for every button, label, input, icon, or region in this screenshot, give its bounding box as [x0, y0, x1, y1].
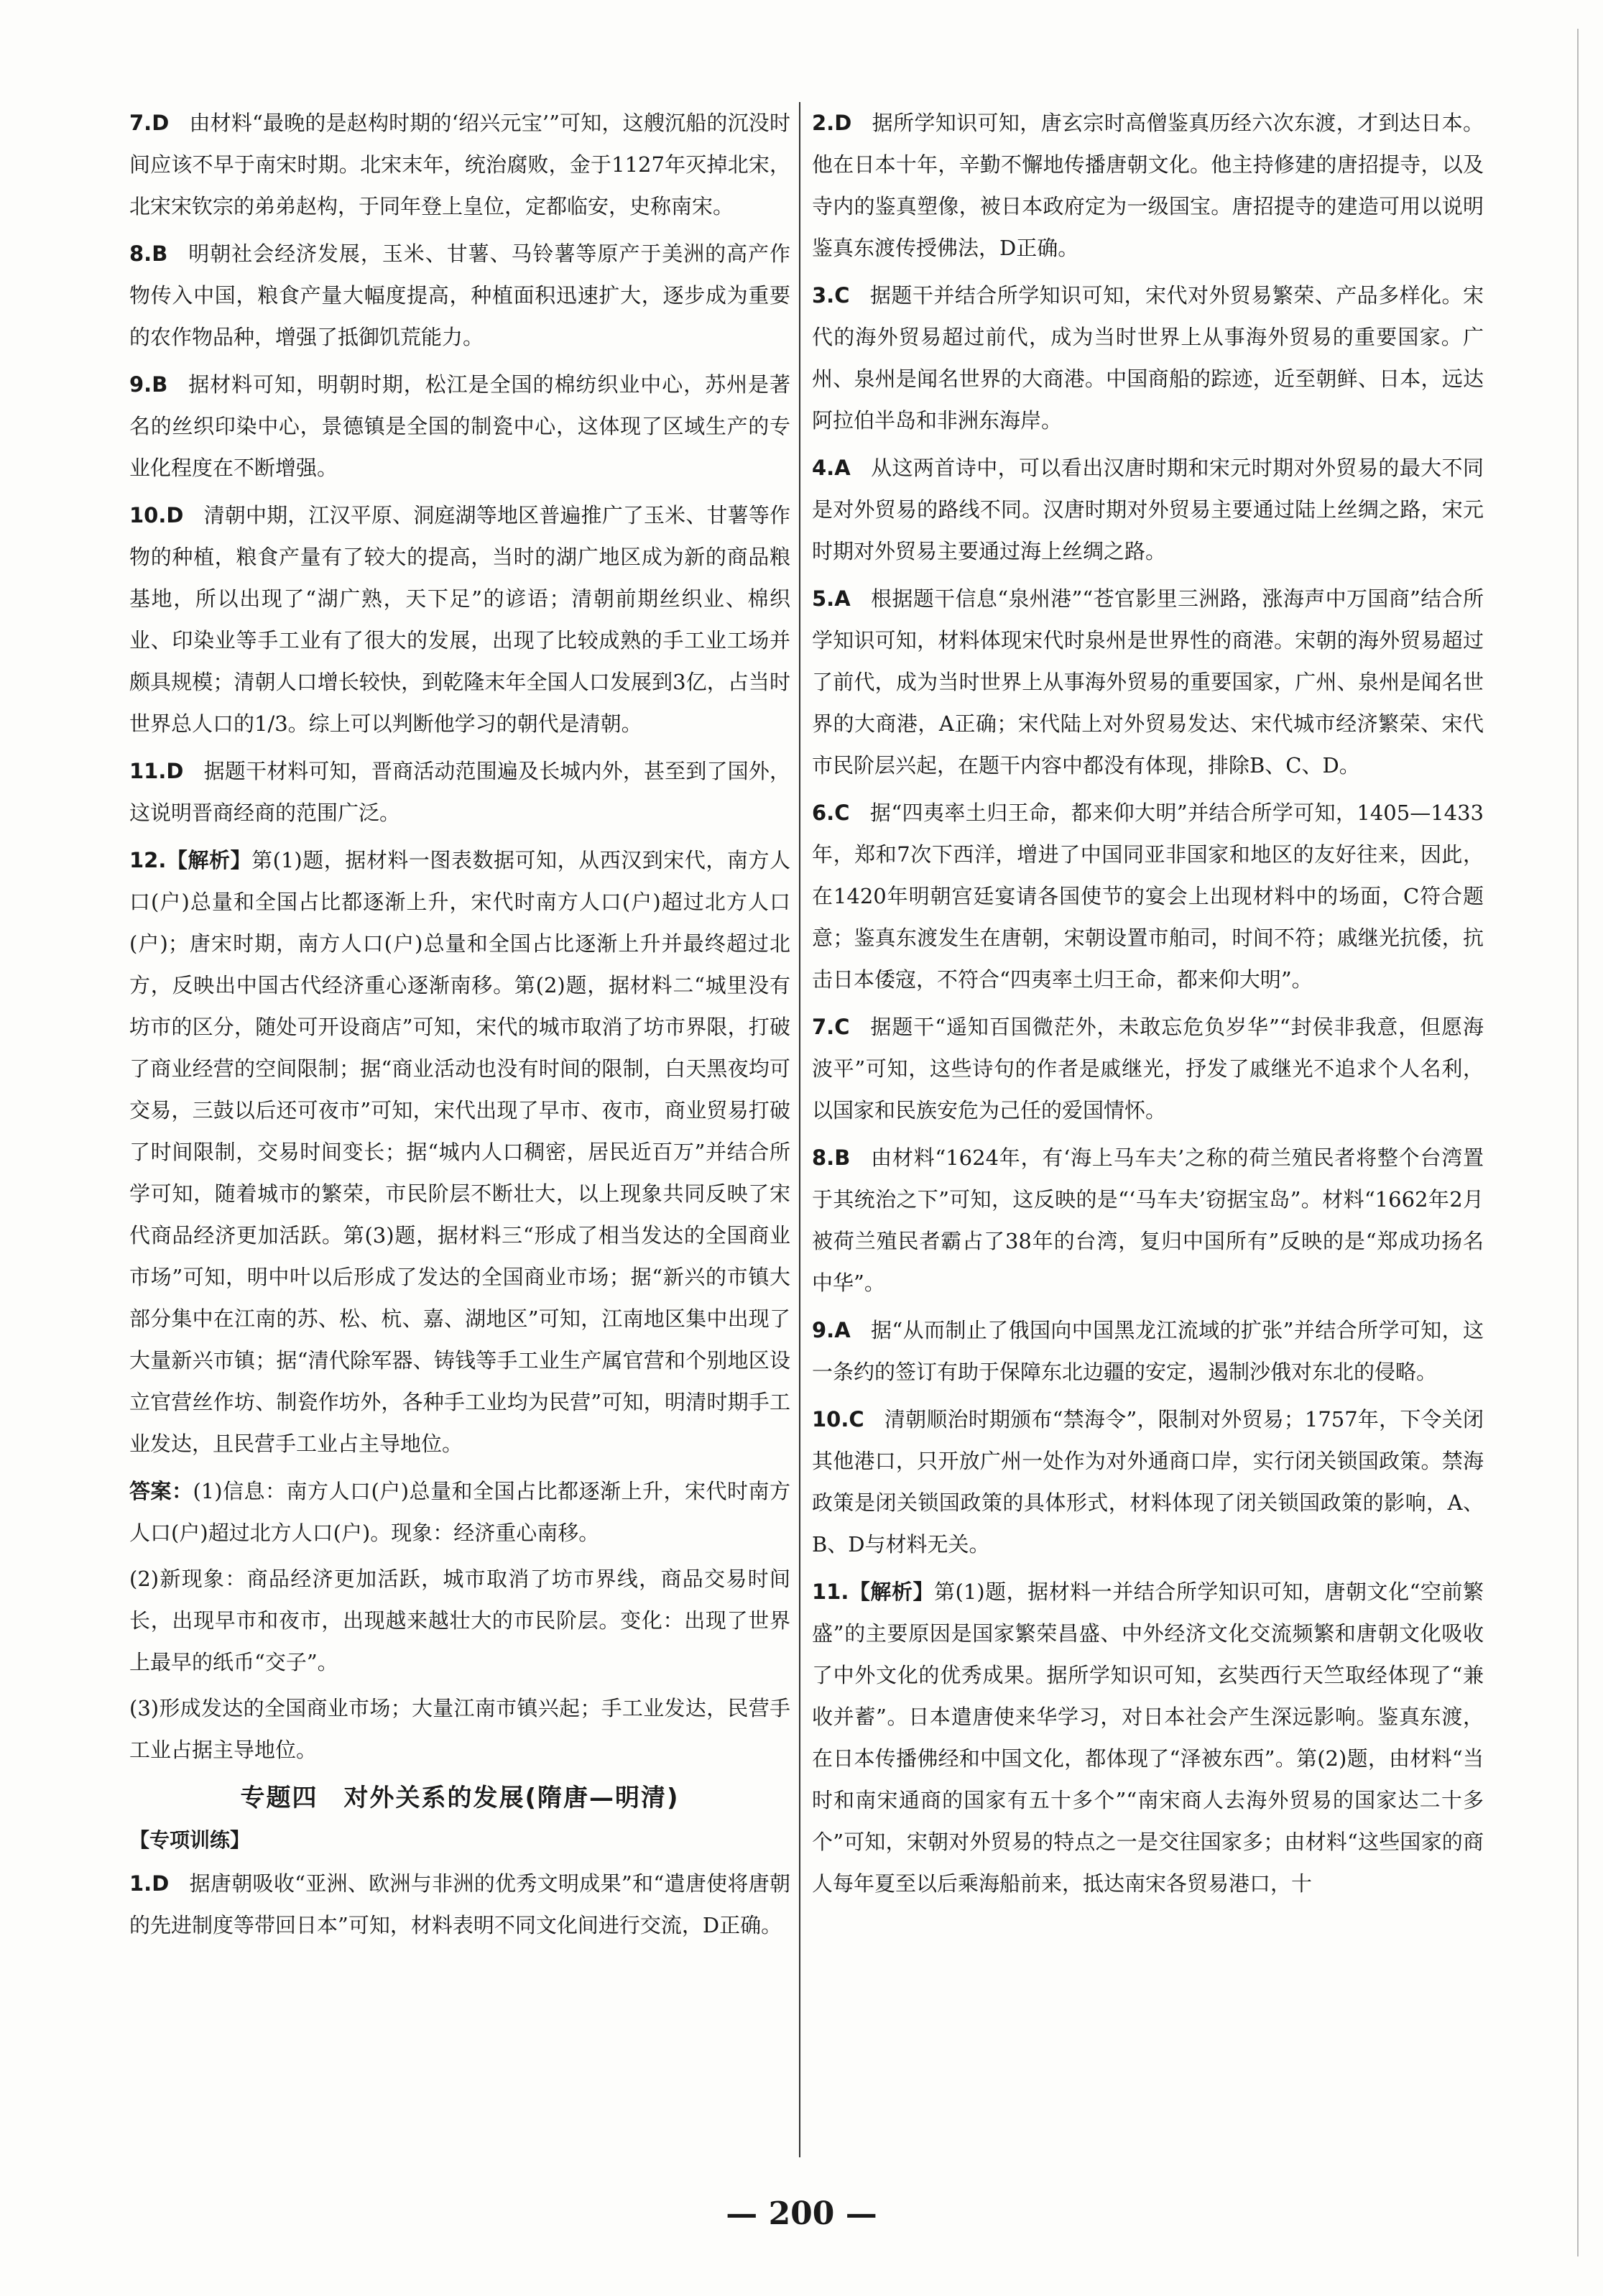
- answer-item-4: 4.A 从这两首诗中，可以看出汉唐时期和宋元时期对外贸易的最大不同是对外贸易的路线不同。汉唐时期对外贸易主要通过陆上丝绸之路，宋元时期对外贸易主要通过海上丝绸之路。: [812, 456, 1484, 563]
- section-title: 专题四 对外关系的发展(隋唐—明清): [240, 1784, 680, 1812]
- answer-item-12-answer-3: (3)形成发达的全国商业市场；大量江南市镇兴起；手工业发达，民营手工业占据主导地位。: [129, 1696, 790, 1762]
- answer-item-5: 5.A 根据题干信息“泉州港”“苍官影里三洲路，涨海声中万国商”结合所学知识可知，材料体现宋代时泉州是世界性的商港。宋朝的海外贸易超过了前代，成为当时世界上从事海外贸易的重要国家，广州、泉州是闻名世界的大商港，A正确；宋代陆上对外贸易发达、宋代城市经济繁荣、宋代市民阶层兴起，在题干内容中都没有体现，排除B、C、D。: [812, 586, 1484, 778]
- answer-item-11b-analysis: 11.【解析】第(1)题，据材料一并结合所学知识可知，唐朝文化“空前繁盛”的主要原因是国家繁荣昌盛、中外经济文化交流频繁和唐朝文化吸收了中外文化的优秀成果。据所学知识可知，玄奘西行天竺取经体现了“兼收并蓄”。日本遣唐使来华学习，对日本社会产生深远影响。鉴真东渡，在日本传播佛经和中国文化，都体现了“泽被东西”。第(2)题，由材料“当时和南宋通商的国家有五十多个”“南宋商人去海外贸易的国家达二十多个”可知，宋朝对外贸易的特点之一是交往国家多；由材料“这些国家的商人每年夏至以后乘海船前来，抵达南宋各贸易港口，十: [812, 1580, 1484, 1896]
- answer-item-7b: 7.C 据题干“遥知百国微茫外，未敢忘危负岁华”“封侯非我意，但愿海波平”可知，这些诗句的作者是戚继光，抒发了戚继光不追求个人名利，以国家和民族安危为己任的爱国情怀。: [812, 1015, 1484, 1122]
- answer-item-8: 8.B 明朝社会经济发展，玉米、甘薯、马铃薯等原产于美洲的高产作物传入中国，粮食产量大幅度提高，种植面积迅速扩大，逐步成为重要的农作物品种，增强了抵御饥荒能力。: [129, 241, 790, 349]
- answer-item-12-analysis: 12.【解析】第(1)题，据材料一图表数据可知，从西汉到宋代，南方人口(户)总量和全国占比都逐渐上升，宋代时南方人口(户)超过北方人口(户)；唐宋时期，南方人口(户)总量和全国占比逐渐上升并最终超过北方，反映出中国古代经济重心逐渐南移。第(2)题，据材料二“城里没有坊市的区分，随处可开设商店”可知，宋代的城市取消了坊市界限，打破了商业经营的空间限制；据“商业活动也没有时间的限制，白天黑夜均可交易，三鼓以后还可夜市”可知，宋代出现了早市、夜市，商业贸易打破了时间限制，交易时间变长；据“城内人口稠密，居民近百万”并结合所学可知，随着城市的繁荣，市民阶层不断壮大，以上现象共同反映了宋代商品经济更加活跃。第(3)题，据材料三“形成了相当发达的全国商业市场”可知，明中叶以后形成了发达的全国商业市场；据“新兴的市镇大部分集中在江南的苏、松、杭、嘉、湖地区”可知，江南地区集中出现了大量新兴市镇；据“清代除军器、铸钱等手工业生产属官营和个别地区设立官营丝作坊、制瓷作坊外，各种手工业均为民营”可知，明清时期手工业发达，且民营手工业占主导地位。: [129, 848, 790, 1456]
- column-divider: [799, 102, 800, 2157]
- answer-item-9: 9.B 据材料可知，明朝时期，松江是全国的棉纺织业中心，苏州是著名的丝织印染中心，景德镇是全国的制瓷中心，这体现了区域生产的专业化程度在不断增强。: [129, 372, 790, 480]
- answer-item-2: 2.D 据所学知识可知，唐玄宗时高僧鉴真历经六次东渡，才到达日本。他在日本十年，辛勤不懈地传播唐朝文化。他主持修建的唐招提寺，以及寺内的鉴真塑像，被日本政府定为一级国宝。唐招提寺的建造可用以说明鉴真东渡传授佛法，D正确。: [812, 111, 1484, 260]
- answer-item-11: 11.D 据题干材料可知，晋商活动范围遍及长城内外，甚至到了国外，这说明晋商经商的范围广泛。: [129, 759, 790, 825]
- answer-item-12-answer-2: (2)新现象：商品经济更加活跃，城市取消了坊市界线，商品交易时间长，出现早市和夜市，出现越来越壮大的市民阶层。变化：出现了世界上最早的纸币“交子”。: [129, 1567, 790, 1674]
- section-subtitle: 【专项训练】: [129, 1828, 251, 1852]
- answer-item-9b: 9.A 据“从而制止了俄国向中国黑龙江流域的扩张”并结合所学可知，这一条约的签订有助于保障东北边疆的安定，遏制沙俄对东北的侵略。: [812, 1318, 1484, 1384]
- answer-item-3: 3.C 据题干并结合所学知识可知，宋代对外贸易繁荣、产品多样化。宋代的海外贸易超过前代，成为当时世界上从事海外贸易的重要国家。广州、泉州是闻名世界的大商港。中国商船的踪迹，近至朝鲜、日本，远达阿拉伯半岛和非洲东海岸。: [812, 283, 1484, 433]
- answer-item-8b: 8.B 由材料“1624年，有‘海上马车夫’之称的荷兰殖民者将整个台湾置于其统治之下”可知，这反映的是“‘马车夫’窃据宝岛”。材料“1662年2月被荷兰殖民者霸占了38年的台湾，复归中国所有”反映的是“郑成功扬名中华”。: [812, 1145, 1484, 1295]
- page-number: — 200 —: [726, 2195, 877, 2232]
- answer-item-7: 7.D 由材料“最晚的是赵构时期的‘绍兴元宝’”可知，这艘沉船的沉没时间应该不早于南宋时期。北宋末年，统治腐败，金于1127年灭掉北宋，北宋宋钦宗的弟弟赵构，于同年登上皇位，定都临安，史称南宋。: [129, 111, 790, 218]
- answer-item-1: 1.D 据唐朝吸收“亚洲、欧洲与非洲的优秀文明成果”和“遣唐使将唐朝的先进制度等带回日本”可知，材料表明不同文化间进行交流，D正确。: [129, 1871, 790, 1937]
- right-column: [812, 102, 1484, 1910]
- answer-item-10b: 10.C 清朝顺治时期颁布“禁海令”，限制对外贸易；1757年，下令关闭其他港口，只开放广州一处作为对外通商口岸，实行闭关锁国政策。禁海政策是闭关锁国政策的具体形式，材料体现了闭关锁国政策的影响，A、B、D与材料无关。: [812, 1407, 1484, 1557]
- answer-item-12-answer-1: 答案：(1)信息：南方人口(户)总量和全国占比都逐渐上升，宋代时南方人口(户)超过北方人口(户)。现象：经济重心南移。: [129, 1479, 790, 1545]
- page-edge-line: [1577, 29, 1579, 2256]
- answer-item-10: 10.D 清朝中期，江汉平原、洞庭湖等地区普遍推广了玉米、甘薯等作物的种植，粮食产量有了较大的提高，当时的湖广地区成为新的商品粮基地，所以出现了“湖广熟，天下足”的谚语；清朝前期丝织业、棉织业、印染业等手工业有了很大的发展，出现了比较成熟的手工业工场并颇具规模；清朝人口增长较快，到乾隆末年全国人口发展到3亿，占当时世界总人口的1/3。综上可以判断他学习的朝代是清朝。: [129, 503, 790, 736]
- left-column: [129, 102, 790, 1952]
- answer-item-6: 6.C 据“四夷率土归王命，都来仰大明”并结合所学可知，1405—1433年，郑和7次下西洋，增进了中国同亚非国家和地区的友好往来，因此，在1420年明朝宫廷宴请各国使节的宴会上出现材料中的场面，C符合题意；鉴真东渡发生在唐朝，宋朝设置市舶司，时间不符；戚继光抗倭，抗击日本倭寇，不符合“四夷率土归王命，都来仰大明”。: [812, 801, 1484, 992]
